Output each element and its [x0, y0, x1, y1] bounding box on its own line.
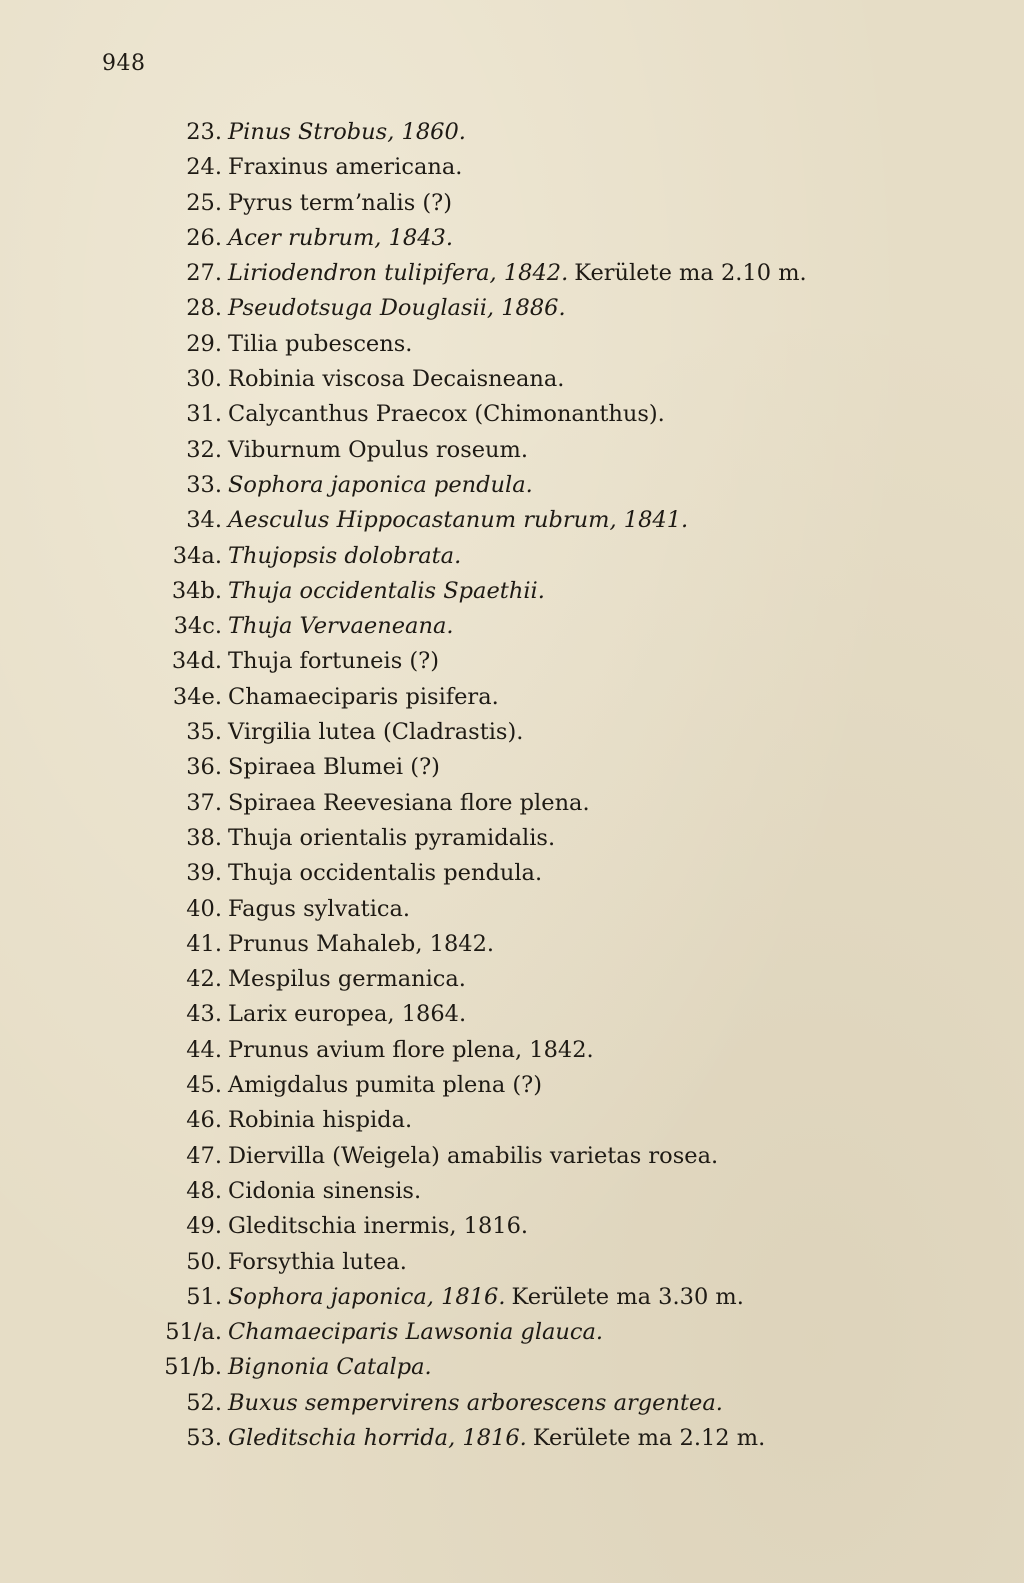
item-number: 26.: [186, 224, 222, 251]
list-item: [150, 291, 910, 326]
species-name: Larix europea, 1864.: [228, 1001, 467, 1028]
list-item: [150, 680, 910, 715]
item-number: 25.: [186, 189, 222, 216]
list-item: [150, 997, 910, 1032]
item-number: 35.: [186, 719, 222, 746]
item-number: 37.: [186, 789, 222, 816]
list-item: [150, 327, 910, 362]
item-number: 51/b.: [164, 1354, 222, 1381]
circumference-note: Kerülete ma 3.30 m.: [511, 1283, 744, 1310]
list-item: [150, 821, 910, 856]
list-item: [150, 644, 910, 679]
item-number: 28.: [186, 295, 222, 322]
species-list: [150, 115, 910, 1456]
species-name: Fraxinus americana.: [228, 154, 463, 181]
species-name: Gleditschia horrida, 1816.: [228, 1424, 527, 1451]
item-number: 34b.: [171, 577, 222, 604]
item-number: 40.: [186, 895, 222, 922]
species-name: Thuja occidentalis Spaethii.: [228, 577, 545, 604]
species-name: Gleditschia inermis, 1816.: [228, 1213, 529, 1240]
list-item: [150, 609, 910, 644]
item-number: 52.: [186, 1389, 222, 1416]
species-name: Forsythia lutea.: [228, 1248, 407, 1275]
species-name: Liriodendron tulipifera, 1842.: [228, 260, 569, 287]
list-item: [150, 856, 910, 891]
list-item: [150, 1315, 910, 1350]
list-item: [150, 927, 910, 962]
species-name: Chamaeciparis pisifera.: [228, 683, 499, 710]
item-number: 48.: [186, 1177, 222, 1204]
species-name: Mespilus germanica.: [228, 966, 466, 993]
species-name: Pinus Strobus, 1860.: [228, 119, 466, 145]
list-item: [150, 1386, 910, 1421]
item-number: 24.: [186, 154, 222, 181]
item-number: 34a.: [172, 542, 222, 569]
species-name: Calycanthus Praecox (Chimonanthus).: [228, 401, 665, 428]
list-item: [150, 892, 910, 927]
list-item: [150, 503, 910, 538]
item-number: 34.: [186, 507, 222, 534]
list-item: [150, 221, 910, 256]
species-name: Aesculus Hippocastanum rubrum, 1841.: [228, 507, 689, 534]
list-item: [150, 256, 910, 291]
species-name: Pyrus termʼnalis (?): [228, 189, 453, 216]
list-item: [150, 1139, 910, 1174]
item-number: 34c.: [173, 613, 222, 640]
item-number: 43.: [186, 1001, 222, 1028]
item-number: 34e.: [172, 683, 222, 710]
list-item: [150, 1245, 910, 1280]
species-name: Cidonia sinensis.: [228, 1177, 422, 1204]
list-item: [150, 1280, 910, 1315]
species-name: Chamaeciparis Lawsonia glauca.: [228, 1319, 604, 1346]
species-name: Sophora japonica, 1816.: [228, 1283, 506, 1310]
item-number: 47.: [186, 1142, 222, 1169]
species-name: Buxus sempervirens arborescens argentea.: [228, 1389, 723, 1416]
list-item: [150, 1421, 910, 1456]
item-number: 36.: [186, 754, 222, 781]
circumference-note: Kerülete ma 2.10 m.: [574, 260, 807, 287]
list-item: [150, 750, 910, 785]
list-item: [150, 186, 910, 221]
species-name: Pseudotsuga Douglasii, 1886.: [228, 295, 566, 322]
item-number: 46.: [186, 1107, 222, 1134]
item-number: 44.: [186, 1036, 222, 1063]
page-number: 948: [102, 51, 146, 76]
item-number: 51/a.: [165, 1319, 222, 1346]
item-number: 51.: [186, 1283, 222, 1310]
species-name: Bignonia Catalpa.: [228, 1354, 432, 1381]
list-item: [150, 962, 910, 997]
species-name: Fagus sylvatica.: [228, 895, 411, 922]
species-name: Prunus Mahaleb, 1842.: [228, 930, 495, 957]
list-item: [150, 150, 910, 185]
list-item: [150, 786, 910, 821]
species-name: Viburnum Opulus roseum.: [228, 436, 529, 463]
list-item: [150, 1350, 910, 1385]
item-number: 30.: [186, 366, 222, 393]
species-name: Thuja occidentalis pendula.: [228, 860, 543, 887]
list-item: [150, 468, 910, 503]
species-name: Acer rubrum, 1843.: [228, 224, 454, 251]
species-name: Tilia pubescens.: [228, 330, 413, 357]
species-name: Robinia hispida.: [228, 1107, 413, 1134]
list-item: [150, 1103, 910, 1138]
item-number: 33.: [186, 471, 222, 498]
list-item: [150, 397, 910, 432]
list-item: [150, 1068, 910, 1103]
circumference-note: Kerülete ma 2.12 m.: [532, 1424, 766, 1451]
list-item: [150, 1209, 910, 1244]
item-number: 53.: [186, 1424, 222, 1451]
item-number: 41.: [186, 930, 222, 957]
item-number: 31.: [186, 401, 222, 428]
item-number: 29.: [186, 330, 222, 357]
species-name: Spiraea Blumei (?): [228, 754, 440, 781]
species-name: Spiraea Reevesiana flore plena.: [228, 789, 590, 816]
species-name: Virgilia lutea (Cladrastis).: [228, 719, 524, 746]
item-number: 42.: [186, 966, 222, 993]
item-number: 27.: [186, 260, 222, 287]
list-item: [150, 574, 910, 609]
species-name: Amigdalus pumita plena (?): [228, 1072, 543, 1099]
list-item: [150, 539, 910, 574]
species-name: Thujopsis dolobrata.: [228, 542, 462, 569]
item-number: 45.: [186, 1072, 222, 1099]
species-name: Diervilla (Weigela) amabilis varietas rosea.: [228, 1142, 719, 1169]
item-number: 49.: [186, 1213, 222, 1240]
species-name: Sophora japonica pendula.: [228, 471, 533, 498]
list-item: [150, 115, 910, 150]
list-item: [150, 362, 910, 397]
item-number: 50.: [186, 1248, 222, 1275]
item-number: 39.: [186, 860, 222, 887]
species-name: Thuja Vervaeneana.: [228, 613, 454, 640]
list-item: [150, 1174, 910, 1209]
species-name: Robinia viscosa Decaisneana.: [228, 366, 565, 393]
species-name: Thuja fortuneis (?): [228, 648, 440, 675]
item-number: 23.: [186, 119, 222, 145]
item-number: 38.: [186, 824, 222, 851]
item-number: 32.: [186, 436, 222, 463]
item-number: 34d.: [171, 648, 222, 675]
list-item: [150, 1033, 910, 1068]
species-name: Prunus avium flore plena, 1842.: [228, 1036, 594, 1063]
species-name: Thuja orientalis pyramidalis.: [228, 824, 556, 851]
list-item: [150, 715, 910, 750]
list-item: [150, 433, 910, 468]
